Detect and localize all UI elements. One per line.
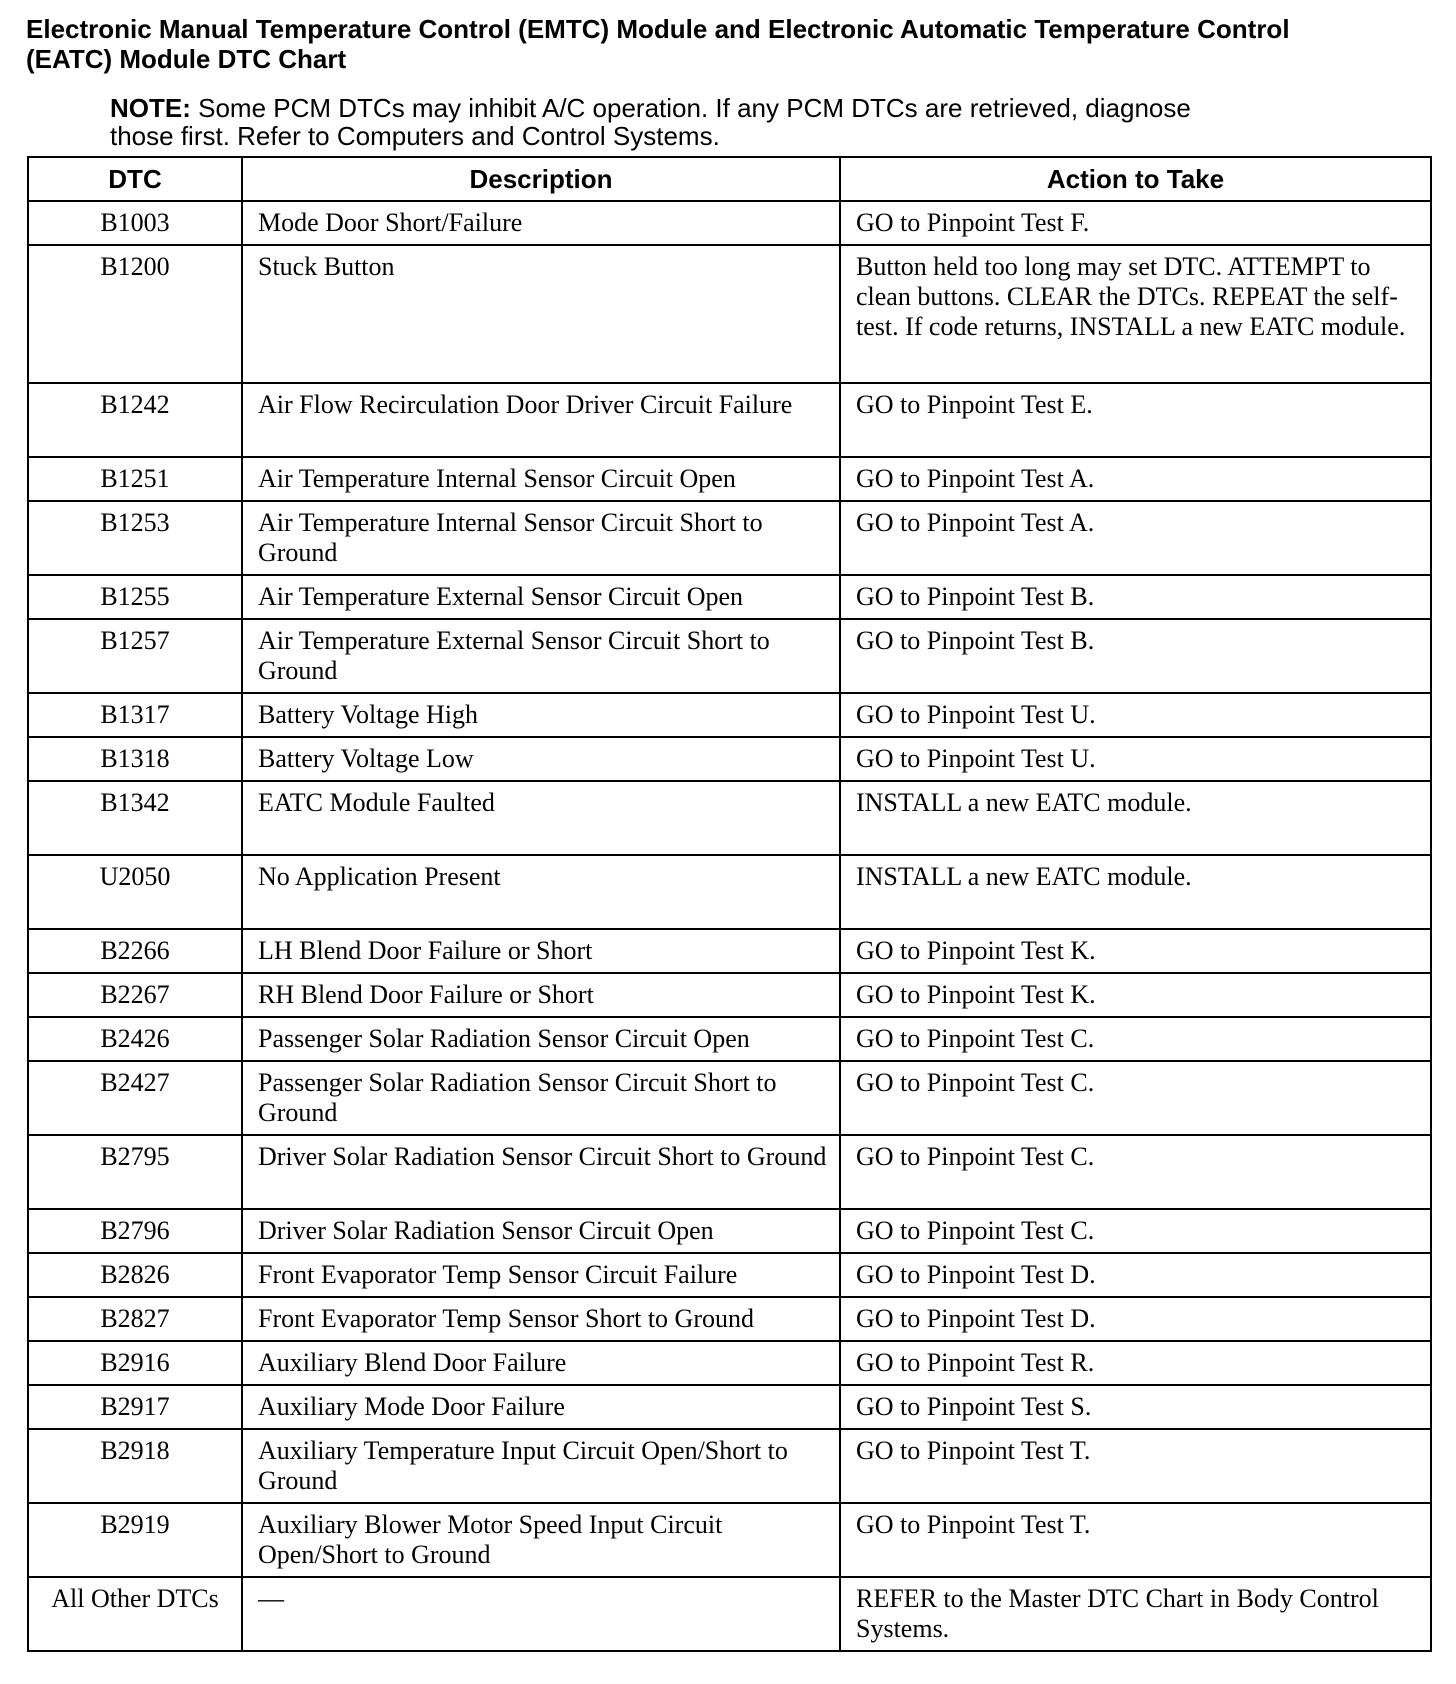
dtc-action: GO to Pinpoint Test C. [840, 1209, 1431, 1253]
dtc-description: Air Flow Recirculation Door Driver Circuit Failure [242, 383, 840, 457]
dtc-code: U2050 [28, 855, 242, 929]
note-block [110, 94, 1410, 150]
dtc-action: GO to Pinpoint Test U. [840, 693, 1431, 737]
dtc-code: B2796 [28, 1209, 242, 1253]
dtc-action: GO to Pinpoint Test U. [840, 737, 1431, 781]
dtc-code: B1257 [28, 619, 242, 693]
dtc-action: GO to Pinpoint Test K. [840, 929, 1431, 973]
dtc-code: B1253 [28, 501, 242, 575]
note-text-1: Some PCM DTCs may inhibit A/C operation. If any PCM DTCs are retrieved, diagnose [198, 93, 1191, 123]
dtc-description: Air Temperature Internal Sensor Circuit Open [242, 457, 840, 501]
dtc-description: Auxiliary Blower Motor Speed Input Circuit Open/Short to Ground [242, 1503, 840, 1577]
chart-title-line-2: (EATC) Module DTC Chart [26, 44, 347, 74]
dtc-action: INSTALL a new EATC module. [840, 781, 1431, 855]
dtc-code: B2918 [28, 1429, 242, 1503]
chart-title-line-1: Electronic Manual Temperature Control (EMTC) Module and Electronic Automatic Temperature Control [26, 14, 1290, 44]
dtc-description: Battery Voltage Low [242, 737, 840, 781]
dtc-description: LH Blend Door Failure or Short [242, 929, 840, 973]
dtc-code: B2427 [28, 1061, 242, 1135]
dtc-description: Air Temperature Internal Sensor Circuit Short to Ground [242, 501, 840, 575]
dtc-description: EATC Module Faulted [242, 781, 840, 855]
header-description: Description [242, 157, 840, 201]
dtc-description: Passenger Solar Radiation Sensor Circuit Open [242, 1017, 840, 1061]
dtc-description: No Application Present [242, 855, 840, 929]
dtc-description: — [242, 1577, 840, 1651]
dtc-description: Driver Solar Radiation Sensor Circuit Open [242, 1209, 840, 1253]
dtc-action: GO to Pinpoint Test T. [840, 1503, 1431, 1577]
dtc-table [27, 156, 1432, 1652]
dtc-action: GO to Pinpoint Test C. [840, 1061, 1431, 1135]
dtc-code: B2266 [28, 929, 242, 973]
table-row [28, 201, 1431, 245]
dtc-description: Driver Solar Radiation Sensor Circuit Short to Ground [242, 1135, 840, 1209]
dtc-code: B2917 [28, 1385, 242, 1429]
dtc-action: Button held too long may set DTC. ATTEMPT to clean buttons. CLEAR the DTCs. REPEAT the self-test. If code returns, INSTALL a new EATC module. [840, 245, 1431, 383]
table-row [28, 1297, 1431, 1341]
table-row [28, 1385, 1431, 1429]
table-row [28, 245, 1431, 383]
table-row [28, 501, 1431, 575]
dtc-code: B2916 [28, 1341, 242, 1385]
dtc-code: B1242 [28, 383, 242, 457]
dtc-description: Auxiliary Mode Door Failure [242, 1385, 840, 1429]
dtc-code: B2919 [28, 1503, 242, 1577]
header-action: Action to Take [840, 157, 1431, 201]
dtc-code: B2426 [28, 1017, 242, 1061]
dtc-description: Stuck Button [242, 245, 840, 383]
table-row [28, 1341, 1431, 1385]
dtc-description: Mode Door Short/Failure [242, 201, 840, 245]
table-row [28, 1503, 1431, 1577]
dtc-description: Passenger Solar Radiation Sensor Circuit Short to Ground [242, 1061, 840, 1135]
dtc-action: GO to Pinpoint Test A. [840, 457, 1431, 501]
dtc-description: Air Temperature External Sensor Circuit Open [242, 575, 840, 619]
dtc-code: B1003 [28, 201, 242, 245]
dtc-action: GO to Pinpoint Test C. [840, 1017, 1431, 1061]
dtc-description: Battery Voltage High [242, 693, 840, 737]
dtc-action: GO to Pinpoint Test F. [840, 201, 1431, 245]
chart-title [26, 14, 1426, 74]
dtc-action: GO to Pinpoint Test K. [840, 973, 1431, 1017]
table-row [28, 1429, 1431, 1503]
dtc-action: GO to Pinpoint Test S. [840, 1385, 1431, 1429]
dtc-action: GO to Pinpoint Test D. [840, 1297, 1431, 1341]
table-header-row [28, 157, 1431, 201]
table-row [28, 855, 1431, 929]
dtc-description: Front Evaporator Temp Sensor Circuit Failure [242, 1253, 840, 1297]
table-row [28, 575, 1431, 619]
table-row [28, 929, 1431, 973]
dtc-code: B1251 [28, 457, 242, 501]
dtc-code: B2826 [28, 1253, 242, 1297]
dtc-description: Front Evaporator Temp Sensor Short to Ground [242, 1297, 840, 1341]
dtc-action: GO to Pinpoint Test B. [840, 575, 1431, 619]
dtc-code: All Other DTCs [28, 1577, 242, 1651]
table-row [28, 1061, 1431, 1135]
dtc-action: GO to Pinpoint Test B. [840, 619, 1431, 693]
dtc-description: Auxiliary Temperature Input Circuit Open/Short to Ground [242, 1429, 840, 1503]
dtc-code: B1317 [28, 693, 242, 737]
dtc-action: REFER to the Master DTC Chart in Body Control Systems. [840, 1577, 1431, 1651]
table-row [28, 619, 1431, 693]
table-row [28, 1577, 1431, 1651]
header-dtc: DTC [28, 157, 242, 201]
dtc-action: GO to Pinpoint Test C. [840, 1135, 1431, 1209]
table-row [28, 1017, 1431, 1061]
table-row [28, 1135, 1431, 1209]
note-line-1 [110, 94, 1410, 122]
dtc-description: Air Temperature External Sensor Circuit Short to Ground [242, 619, 840, 693]
dtc-action: GO to Pinpoint Test T. [840, 1429, 1431, 1503]
dtc-action: GO to Pinpoint Test D. [840, 1253, 1431, 1297]
table-row [28, 1253, 1431, 1297]
dtc-action: INSTALL a new EATC module. [840, 855, 1431, 929]
table-row [28, 1209, 1431, 1253]
dtc-action: GO to Pinpoint Test E. [840, 383, 1431, 457]
dtc-code: B2267 [28, 973, 242, 1017]
dtc-code: B1200 [28, 245, 242, 383]
dtc-code: B2795 [28, 1135, 242, 1209]
dtc-action: GO to Pinpoint Test A. [840, 501, 1431, 575]
dtc-code: B1342 [28, 781, 242, 855]
table-row [28, 457, 1431, 501]
table-row [28, 737, 1431, 781]
dtc-code: B2827 [28, 1297, 242, 1341]
dtc-code: B1318 [28, 737, 242, 781]
dtc-description: Auxiliary Blend Door Failure [242, 1341, 840, 1385]
table-row [28, 693, 1431, 737]
dtc-description: RH Blend Door Failure or Short [242, 973, 840, 1017]
table-row [28, 781, 1431, 855]
note-label: NOTE: [110, 93, 191, 123]
table-row [28, 383, 1431, 457]
dtc-code: B1255 [28, 575, 242, 619]
note-line-2: those first. Refer to Computers and Control Systems. [110, 121, 720, 151]
dtc-action: GO to Pinpoint Test R. [840, 1341, 1431, 1385]
table-row [28, 973, 1431, 1017]
